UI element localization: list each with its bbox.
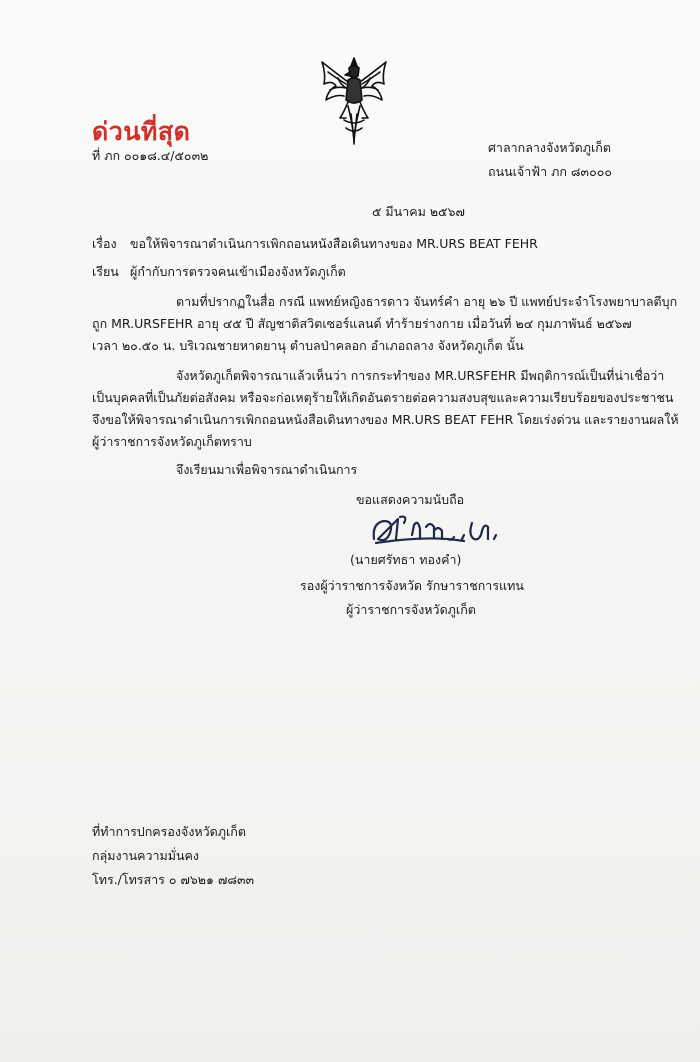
sender-office: ศาลากลางจังหวัดภูเก็ต xyxy=(488,140,611,155)
footer-unit: กลุ่มงานความมั่นคง xyxy=(92,848,200,863)
body-paragraph-2-line-1: จังหวัดภูเก็ตพิจารณาแล้วเห็นว่า การกระทำของ MR.URSFEHR มีพฤติการณ์เป็นที่น่าเชื่อว่า xyxy=(176,368,665,383)
recipient-text: ผู้กำกับการตรวจคนเข้าเมืองจังหวัดภูเก็ต xyxy=(130,264,346,279)
handwritten-signature-icon xyxy=(368,505,518,555)
signer-name: (นายศรัทธา ทองคำ) xyxy=(350,552,462,567)
body-paragraph-1-line-1: ตามที่ปรากฏในสื่อ กรณี แพทย์หญิงธารดาว จันทร์คำ อายุ ๒๖ ปี แพทย์ประจำโรงพยาบาลตีบุก xyxy=(176,294,678,309)
subject-text: ขอให้พิจารณาดำเนินการเพิกถอนหนังสือเดินทางของ MR.URS BEAT FEHR xyxy=(130,236,538,251)
body-paragraph-1-line-2: ถูก MR.URSFEHR อายุ ๔๕ ปี สัญชาติสวิตเซอร์แลนด์ ทำร้ายร่างกาย เมื่อวันที่ ๒๔ กุมภาพันธ์ ๒๕๖๗ xyxy=(92,316,632,331)
signer-acting-position: ผู้ว่าราชการจังหวัดภูเก็ต xyxy=(346,602,476,617)
closing-request: จึงเรียนมาเพื่อพิจารณาดำเนินการ xyxy=(176,462,358,477)
recipient-label: เรียน xyxy=(92,264,119,279)
sender-address: ถนนเจ้าฟ้า ภก ๘๓๐๐๐ xyxy=(488,164,612,179)
document-number: ที่ ภก ๐๐๑๘.๔/๕๐๓๒ xyxy=(92,148,209,163)
body-paragraph-1-line-3: เวลา ๒๐.๕๐ น. บริเวณชายหาดยานุ ตำบลป่าคลอก อำเภอถลาง จังหวัดภูเก็ต นั้น xyxy=(92,338,524,353)
body-paragraph-2-line-3: จึงขอให้พิจารณาดำเนินการเพิกถอนหนังสือเดินทางของ MR.URS BEAT FEHR โดยเร่งด่วน และรายงานผลให้ xyxy=(92,412,679,427)
urgency-stamp: ด่วนที่สุด xyxy=(92,117,191,146)
garuda-emblem-icon xyxy=(318,54,390,152)
subject-label: เรื่อง xyxy=(92,236,117,251)
body-paragraph-2-line-2: เป็นบุคคลที่เป็นภัยต่อสังคม หรือจะก่อเหตุร้ายให้เกิดอันตรายต่อความสงบสุขและความเรียบร้อยของประชาชน xyxy=(92,390,674,405)
salutation: ขอแสดงความนับถือ xyxy=(356,492,465,507)
footer-phone: โทร./โทรสาร ๐ ๗๖๒๑ ๗๘๓๓ xyxy=(92,872,255,887)
body-paragraph-2-line-4: ผู้ว่าราชการจังหวัดภูเก็ตทราบ xyxy=(92,434,252,449)
letter-date: ๕ มีนาคม ๒๕๖๗ xyxy=(372,204,465,219)
footer-department: ที่ทำการปกครองจังหวัดภูเก็ต xyxy=(92,824,246,839)
signer-position: รองผู้ว่าราชการจังหวัด รักษาราชการแทน xyxy=(300,578,524,593)
